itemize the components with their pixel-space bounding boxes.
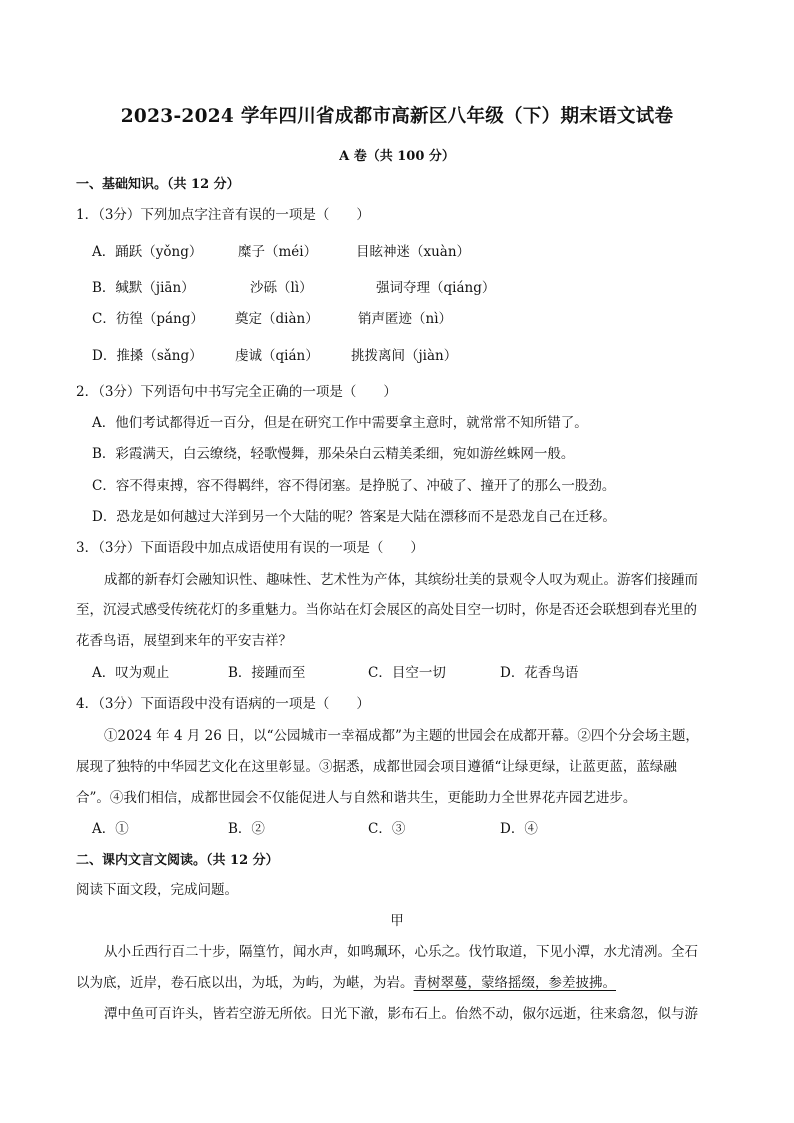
q1-b-1: B．缄默（jiān） — [92, 280, 195, 296]
q2-stem: 2．（3分）下列语句中书写完全正确的一项是（ ） — [76, 384, 397, 400]
q3-option-a: A．叹为观止 — [92, 665, 170, 681]
q1-d-2: 虔诚（qián） — [235, 348, 319, 364]
q3-passage-line-1: 成都的新春灯会融知识性、趣味性、艺术性为产体，其缤纷壮美的景观令人叹为观止。游客们接踵而 — [104, 572, 698, 588]
q4-passage-line-2: 展现了独特的中华园艺文化在这里彰显。③据悉，成都世园会项目遵循“让绿更绿，让蓝更蓝，蓝绿融 — [76, 759, 677, 775]
q2-option-d: D．恐龙是如何越过大洋到另一个大陆的呢？答案是大陆在漂移而不是恐龙自己在迁移。 — [92, 509, 616, 525]
q1-d-1: D．推搡（sǎng） — [92, 348, 203, 364]
q1-b-3: 强词夺理（qiáng） — [376, 280, 496, 296]
q4-option-b: B．② — [228, 821, 265, 837]
q2-option-c: C．容不得束搏，容不得羁绊，容不得闭塞。是挣脱了、冲破了、撞开了的那么一股劲。 — [92, 478, 616, 494]
q1-a-3: 目眩神迷（xuàn） — [356, 244, 471, 260]
q2-option-b: B．彩霞满天，白云缭绕，轻歌慢舞，那朵朵白云精美柔细，宛如游丝蛛网一般。 — [92, 446, 575, 462]
classical-line-2-text: 以为底，近岸，卷石底以出，为坻，为屿，为嵁，为岩。 — [76, 975, 414, 991]
q4-option-c: C．③ — [368, 821, 406, 837]
q1-c-3: 销声匿迹（nì） — [358, 311, 453, 327]
classical-line-2 — [76, 973, 616, 993]
q1-c-1: C．彷徨（páng） — [92, 311, 204, 327]
q4-stem: 4．（3分）下面语段中没有语病的一项是（ ） — [76, 696, 370, 712]
passage-jia-label: 甲 — [390, 913, 404, 929]
section-1-heading: 一、基础知识。（共 12 分） — [76, 177, 240, 192]
q1-b-2: 沙砾（lì） — [250, 280, 313, 296]
q3-passage-line-3: 花香鸟语，展望到来年的平安吉祥？ — [76, 633, 292, 649]
q3-option-d: D．花香鸟语 — [500, 665, 579, 681]
q1-c-2: 奠定（diàn） — [235, 311, 319, 327]
reading-instruction: 阅读下面文段，完成问题。 — [76, 882, 238, 898]
q3-option-c: C．目空一切 — [368, 665, 446, 681]
underlined-sentence: 青树翠蔓，蒙络摇缀，参差披拂。 — [413, 975, 616, 991]
q1-stem: 1．（3分）下列加点字注音有误的一项是（ ） — [76, 207, 370, 223]
q3-passage-line-2: 至，沉浸式感受传统花灯的多重魅力。当你站在灯会展区的高处目空一切时，你是否还会联想到春光里的 — [76, 602, 697, 618]
q4-option-d: D．④ — [500, 821, 538, 837]
exam-title: 2023-2024 学年四川省成都市高新区八年级（下）期末语文试卷 — [120, 106, 674, 127]
q3-option-b: B．接踵而至 — [228, 665, 306, 681]
q3-stem: 3．（3分）下面语段中加点成语使用有误的一项是（ ） — [76, 540, 424, 556]
classical-line-3: 潭中鱼可百许头，皆若空游无所依。日光下澈，影布石上。佁然不动，俶尔远逝，往来翕忽，似与游 — [104, 1006, 698, 1022]
q1-a-2: 糜子（méi） — [238, 244, 318, 260]
q1-a-1: A．踊跃（yǒng） — [92, 244, 203, 260]
q2-option-a: A．他们考试都得近一百分，但是在研究工作中需要拿主意时，就常常不知所错了。 — [92, 415, 588, 431]
q4-passage-line-3: 合”。④我们相信，成都世园会不仅能促进人与自然和谐共生，更能助力全世界花卉园艺进步。 — [76, 790, 637, 806]
section-2-heading: 二、课内文言文阅读。（共 12 分） — [76, 853, 279, 868]
q1-d-3: 挑拨离间（jiàn） — [351, 348, 458, 364]
q4-passage-line-1: ①2024 年 4 月 26 日，以“公园城市一幸福成都”为主题的世园会在成都开幕。②四个分会场主题， — [104, 728, 699, 744]
exam-subtitle: A 卷（共 100 分） — [339, 149, 455, 164]
classical-line-1: 从小丘西行百二十步，隔篁竹，闻水声，如鸣珮环，心乐之。伐竹取道，下见小潭，水尤清冽。全石 — [104, 944, 698, 960]
q4-option-a: A．① — [92, 821, 129, 837]
